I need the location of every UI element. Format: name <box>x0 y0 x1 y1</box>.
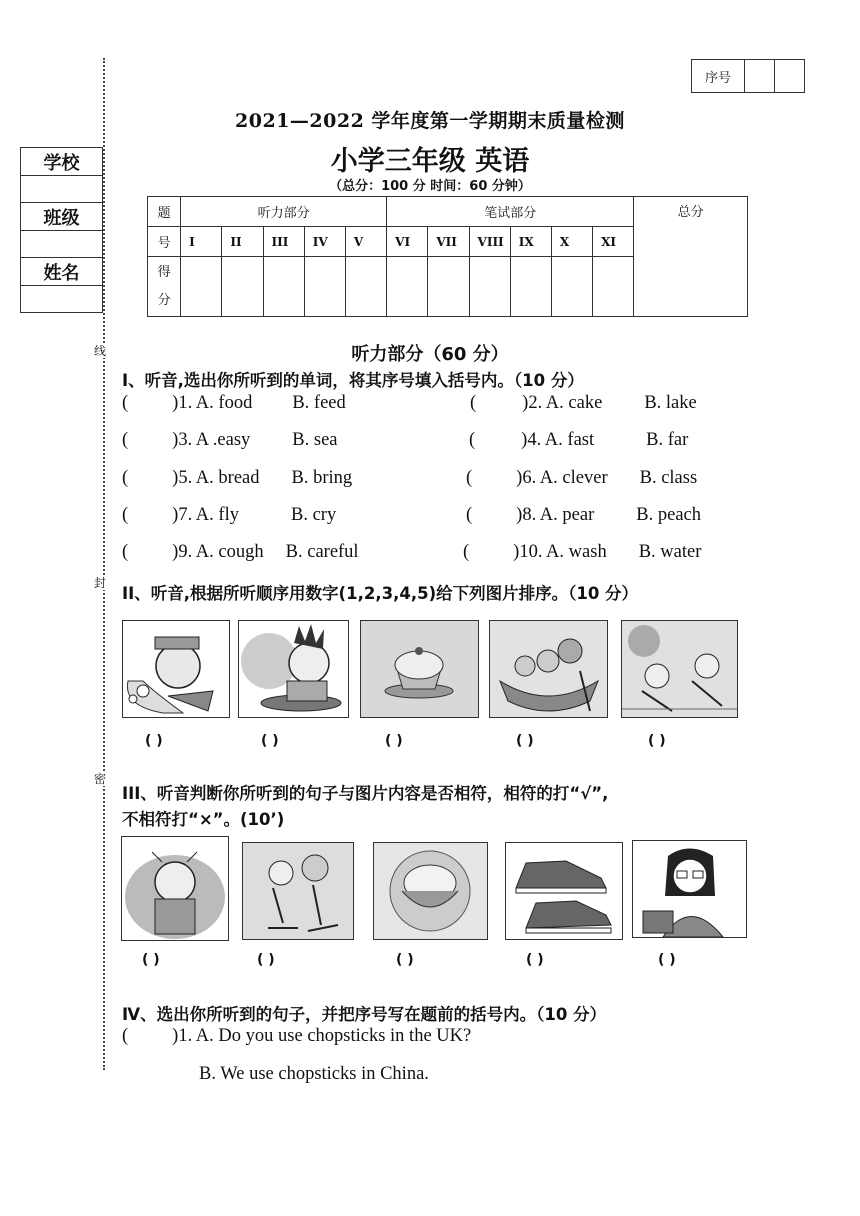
s1-item-3[interactable] <box>122 430 338 451</box>
section4-title: Ⅳ、选出你所听到的句子，并把序号写在题前的括号内。（10 分） <box>122 1005 607 1024</box>
answer-paren[interactable]: ( ) <box>261 733 279 749</box>
score-cell[interactable] <box>593 257 634 317</box>
serial-cell[interactable] <box>775 60 804 92</box>
serial-label: 序号 <box>692 60 745 92</box>
s1-option-a: )9. A. cough <box>172 542 264 562</box>
table-label-fen: 分 <box>157 292 171 308</box>
s1-paren: ( <box>466 468 473 488</box>
s1-option-b: B. far <box>646 430 689 450</box>
kids-swing-picture <box>621 620 738 718</box>
s1-option-a: )4. A. fast <box>521 430 595 450</box>
name-field[interactable] <box>21 286 102 312</box>
s1-paren: ( <box>469 430 476 450</box>
numeral-cell: VIII <box>469 227 510 257</box>
score-cell[interactable] <box>387 257 428 317</box>
s1-option-b: B. feed <box>292 393 346 413</box>
numeral-cell: X <box>551 227 592 257</box>
numeral-cell: IV <box>304 227 345 257</box>
sick-boy-picture <box>121 836 229 941</box>
s1-item-9[interactable] <box>122 542 359 563</box>
table-label-de: 得 <box>157 264 171 280</box>
numeral-cell: I <box>181 227 222 257</box>
s1-paren: ( <box>122 468 129 488</box>
s1-paren: ( <box>122 393 129 413</box>
s1-option-b: B. sea <box>292 430 338 450</box>
answer-paren[interactable]: ( ) <box>257 952 275 968</box>
s1-item-10[interactable] <box>463 542 701 563</box>
s4-paren: ( <box>122 1026 129 1046</box>
s1-option-a: )7. A. fly <box>172 505 239 525</box>
numeral-cell: VI <box>387 227 428 257</box>
exam-meta: （总分：100 分 时间：60 分钟） <box>329 179 531 194</box>
s1-item-7[interactable] <box>122 505 336 526</box>
exam-subtitle: 小学三年级 英语 <box>330 146 530 177</box>
s1-option-b: B. cry <box>290 505 337 525</box>
total-header-cell: 总分 <box>634 197 748 317</box>
score-cell[interactable] <box>345 257 386 317</box>
section1-title: I、听音,选出你所听到的单词，将其序号填入括号内。（10 分） <box>122 371 584 390</box>
s1-option-b: B. class <box>639 468 698 488</box>
answer-paren[interactable]: ( ) <box>516 733 534 749</box>
section3-title-line2: 不相符打“×”。(10’) <box>122 810 285 829</box>
serial-cell[interactable] <box>745 60 775 92</box>
s1-option-a: )6. A. clever <box>516 468 608 488</box>
s4-option-a: )1. A. Do you use chopsticks in the UK? <box>172 1026 472 1046</box>
school-label: 学校 <box>21 148 102 176</box>
s1-option-a: )3. A .easy <box>172 430 251 450</box>
numeral-cell: IX <box>510 227 551 257</box>
name-label: 姓名 <box>21 258 102 286</box>
answer-paren[interactable]: ( ) <box>396 952 414 968</box>
s1-paren: ( <box>470 393 477 413</box>
rice-bowl-picture <box>373 842 488 940</box>
numeral-cell: II <box>222 227 263 257</box>
score-cell[interactable] <box>469 257 510 317</box>
s1-item-2[interactable] <box>470 393 697 414</box>
s1-item-6[interactable] <box>466 468 697 489</box>
score-cell[interactable] <box>222 257 263 317</box>
s1-option-a: )8. A. pear <box>516 505 595 525</box>
score-cell[interactable] <box>428 257 469 317</box>
writing-header-cell: 笔试部分 <box>387 197 634 227</box>
listening-header-cell: 听力部分 <box>181 197 387 227</box>
boat-family-picture <box>489 620 608 718</box>
s4-item-1[interactable] <box>122 1026 471 1047</box>
s4-option-b: B. We use chopsticks in China. <box>199 1064 429 1084</box>
numeral-cell: V <box>345 227 386 257</box>
s1-option-b: B. peach <box>636 505 701 525</box>
boy-cooking-picture <box>238 620 349 718</box>
class-label: 班级 <box>21 203 102 231</box>
s1-item-4[interactable] <box>469 430 688 451</box>
class-field[interactable] <box>21 231 102 258</box>
table-label-defen <box>148 257 181 317</box>
exam-title: 2021—2022 学年度第一学期期末质量检测 <box>235 110 625 132</box>
answer-paren[interactable]: ( ) <box>658 952 676 968</box>
numeral-cell: XI <box>593 227 634 257</box>
binding-char-xian: 线 <box>94 344 107 358</box>
section2-title: II、听音,根据所听顺序用数字(1,2,3,4,5)给下列图片排序。（10 分） <box>122 584 639 603</box>
s1-paren: ( <box>122 430 129 450</box>
s1-item-5[interactable] <box>122 468 352 489</box>
s1-paren: ( <box>122 542 129 562</box>
s1-item-1[interactable] <box>122 393 346 414</box>
listening-section-heading: 听力部分（60 分） <box>351 344 509 365</box>
score-cell[interactable] <box>551 257 592 317</box>
s1-option-b: B. lake <box>644 393 697 413</box>
answer-paren[interactable]: ( ) <box>526 952 544 968</box>
answer-paren[interactable]: ( ) <box>385 733 403 749</box>
table-label-ti: 题 <box>148 197 181 227</box>
score-table <box>147 196 748 317</box>
answer-paren[interactable]: ( ) <box>142 952 160 968</box>
s1-option-a: )10. A. wash <box>513 542 607 562</box>
score-cell[interactable] <box>510 257 551 317</box>
score-cell[interactable] <box>181 257 222 317</box>
s1-option-b: B. bring <box>291 468 353 488</box>
table-label-hao: 号 <box>148 227 181 257</box>
s1-paren: ( <box>466 505 473 525</box>
s1-paren: ( <box>463 542 470 562</box>
s1-paren: ( <box>122 505 129 525</box>
serial-number-box <box>691 59 805 93</box>
s1-option-b: B. water <box>638 542 702 562</box>
coughing-boy-picture <box>122 620 230 718</box>
teacher-books-picture <box>632 840 747 938</box>
s1-option-a: )5. A. bread <box>172 468 260 488</box>
shoes-picture <box>505 842 623 940</box>
kids-running-picture <box>242 842 354 940</box>
binding-char-mi: 密 <box>94 772 107 786</box>
section3-title-line1: III、听音判断你所听到的句子与图片内容是否相符，相符的打“√”, <box>122 784 609 803</box>
answer-paren[interactable]: ( ) <box>648 733 666 749</box>
score-cell[interactable] <box>263 257 304 317</box>
binding-dotted-line <box>103 58 105 1070</box>
s1-item-8[interactable] <box>466 505 701 526</box>
numeral-cell: III <box>263 227 304 257</box>
s1-option-a: )2. A. cake <box>522 393 603 413</box>
binding-char-feng: 封 <box>94 576 107 590</box>
cake-picture <box>360 620 479 718</box>
answer-paren[interactable]: ( ) <box>145 733 163 749</box>
s1-option-a: )1. A. food <box>172 393 253 413</box>
score-cell[interactable] <box>304 257 345 317</box>
numeral-cell: VII <box>428 227 469 257</box>
s1-option-b: B. careful <box>285 542 359 562</box>
